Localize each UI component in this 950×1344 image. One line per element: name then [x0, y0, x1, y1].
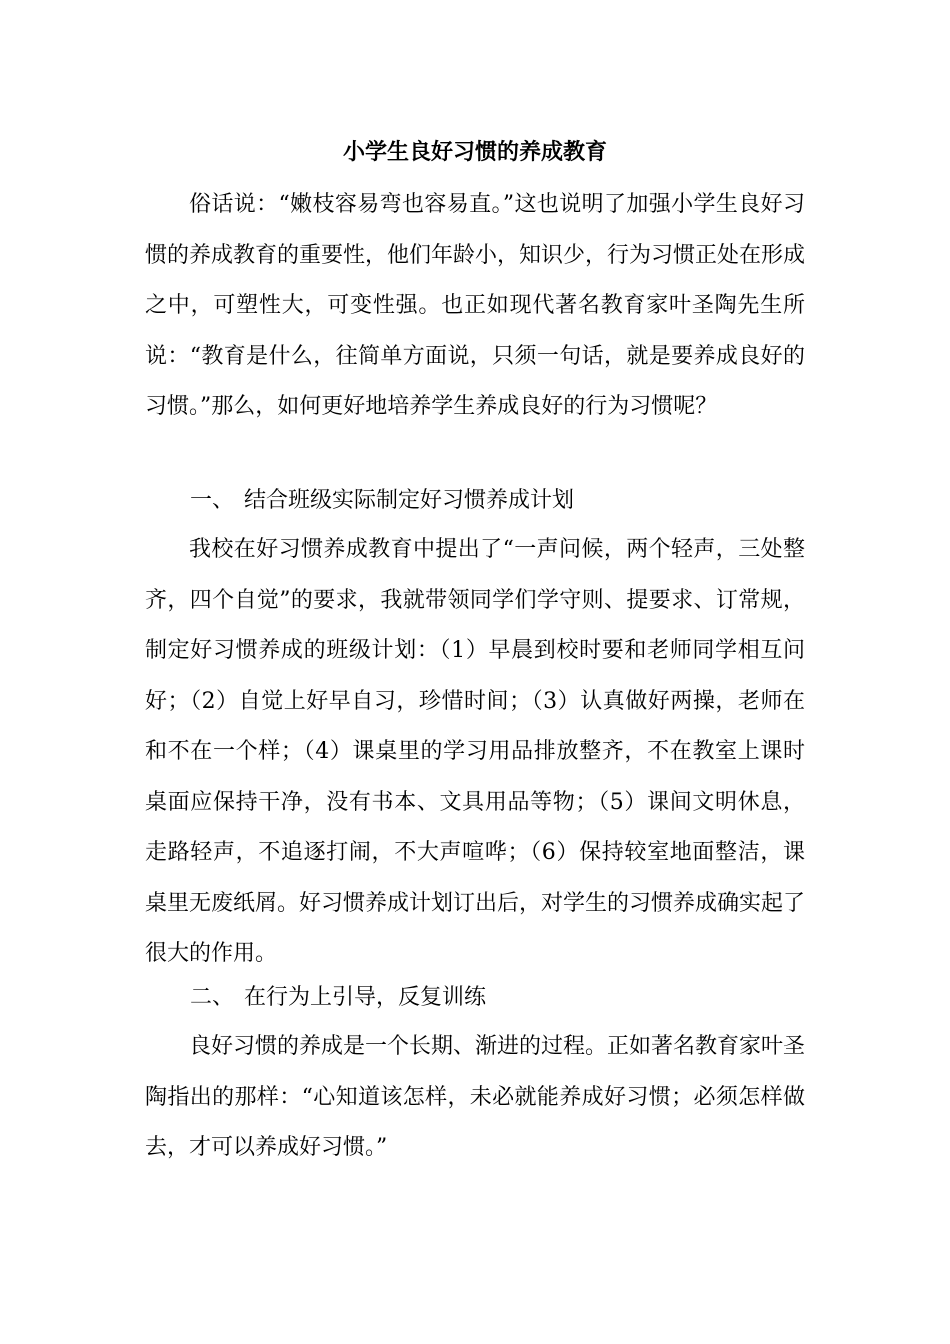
intro-paragraph: 俗话说：“嫩枝容易弯也容易直。”这也说明了加强小学生良好习惯的养成教育的重要性，他们年龄小，知识少，行为习惯正处在形成之中，可塑性大，可变性强。也正如现代著名教育家叶圣陶先生所说：“教育是什么，往简单方面说，只须一句话，就是要养成良好的习惯。”那么，如何更好地培养学生养成良好的行为习惯呢？	[145, 192, 806, 419]
section-2-paragraph: 良好习惯的养成是一个长期、渐进的过程。正如著名教育家叶圣陶指出的那样：“心知道该怎样，未必就能养成好习惯；必须怎样做去，才可以养成好习惯。”	[145, 1034, 806, 1160]
section-heading-text: 在行为上引导，反复训练	[244, 985, 487, 1010]
section-number: 一、	[190, 488, 235, 513]
section-heading-text: 结合班级实际制定好习惯养成计划	[244, 488, 575, 513]
document-title: 小学生良好习惯的养成教育	[342, 139, 607, 165]
section-heading-2	[190, 980, 486, 1016]
section-number: 二、	[190, 985, 235, 1010]
section-heading-1	[190, 483, 574, 519]
section-1-paragraph: 我校在好习惯养成教育中提出了“一声问候，两个轻声，三处整齐，四个自觉”的要求，我就带领同学们学守则、提要求、订常规，制定好习惯养成的班级计划：（1）早晨到校时要和老师同学相互问好；（2）自觉上好早自习，珍惜时间；（3）认真做好两操，老师在和不在一个样；（4）课桌里的学习用品排放整齐，不在教室上课时桌面应保持干净，没有书本、文具用品等物；（5）课间文明休息，走路轻声，不追逐打闹，不大声喧哗；（6）保持较室地面整洁，课桌里无废纸屑。好习惯养成计划订出后，对学生的习惯养成确实起了很大的作用。	[145, 537, 806, 966]
